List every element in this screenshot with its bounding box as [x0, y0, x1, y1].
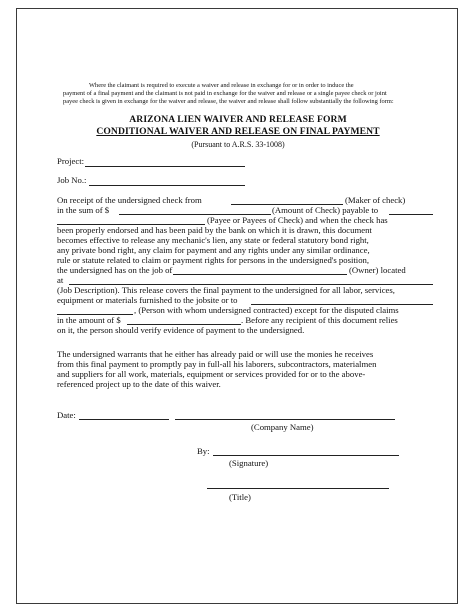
intro-line-3: payee check is given in exchange for the waiver and release, the waiver and release shall follow substantially the following form:: [63, 98, 394, 105]
signature-field[interactable]: [213, 455, 399, 456]
body-line-1a: On receipt of the undersigned check from: [57, 195, 202, 205]
body-line-14: on it, the person should verify evidence of payment to the undersigned.: [57, 325, 305, 335]
title-label: (Title): [229, 492, 251, 502]
body-line-4: been properly endorsed and has been paid by the bank on which it is drawn, this document: [57, 225, 372, 235]
body-line-13b: . Before any recipient of this document relies: [241, 315, 398, 325]
warranty-line-1: The undersigned warrants that he either has already paid or will use the monies he receives: [57, 349, 374, 359]
body-line-11: equipment or materials furnished to the jobsite or to: [57, 295, 238, 305]
form-title: ARIZONA LIEN WAIVER AND RELEASE FORM: [129, 114, 347, 125]
owner-field[interactable]: [173, 274, 347, 275]
warranty-line-4: referenced project up to the date of this waiver.: [57, 379, 221, 389]
body-line-13a: in the amount of $: [57, 315, 121, 325]
body-line-2a: in the sum of $: [57, 205, 110, 215]
body-line-6: any private bond right, any claim for payment and any rights under any similar ordinance,: [57, 245, 370, 255]
body-line-9: at: [57, 275, 64, 285]
body-line-5: becomes effective to release any mechanic's lien, any state or federal statutory bond right,: [57, 235, 369, 245]
body-line-2b: (Amount of Check) payable to: [272, 205, 379, 215]
project-field[interactable]: [85, 166, 245, 167]
project-label: Project:: [57, 156, 85, 166]
body-line-8b: (Owner) located: [349, 265, 406, 275]
body-line-12: , (Person with whom undersigned contracted) except for the disputed claims: [134, 305, 399, 315]
body-line-3: (Payee or Payees of Check) and when the check has: [207, 215, 388, 225]
intro-line-2: payment of a final payment and the claimant is not paid in exchange for the waiver and release or a single payee check or joint: [63, 90, 387, 97]
warranty-line-2: from this final payment to promptly pay in full-all his laborers, subcontractors, materialmen: [57, 359, 377, 369]
company-name-field[interactable]: [175, 419, 395, 420]
job-number-label: Job No.:: [57, 175, 87, 185]
company-name-label: (Company Name): [251, 422, 314, 432]
signature-label: (Signature): [229, 458, 269, 468]
body-line-1b: (Maker of check): [345, 195, 406, 205]
by-label: By:: [197, 446, 210, 456]
document-page: [16, 8, 458, 604]
body-line-7: rule or statute related to claim or payment rights for persons in the undersigned's position,: [57, 255, 370, 265]
intro-line-1: Where the claimant is required to execute a waiver and release in exchange for or in order to induce the: [89, 82, 354, 89]
date-field[interactable]: [79, 419, 169, 420]
body-line-10: (Job Description). This release covers the final payment to the undersigned for all labor, services,: [57, 285, 395, 295]
title-field[interactable]: [207, 488, 389, 489]
date-label: Date:: [57, 410, 76, 420]
statute-reference: (Pursuant to A.R.S. 33-1008): [191, 140, 285, 149]
body-line-8a: the undersigned has on the job of: [57, 265, 173, 275]
payable-to-field[interactable]: [389, 214, 433, 215]
job-number-field[interactable]: [89, 185, 245, 186]
warranty-line-3: and suppliers for all work, materials, equipment or services provided for or to the above-: [57, 369, 366, 379]
form-subtitle: CONDITIONAL WAIVER AND RELEASE ON FINAL PAYMENT: [96, 126, 380, 137]
